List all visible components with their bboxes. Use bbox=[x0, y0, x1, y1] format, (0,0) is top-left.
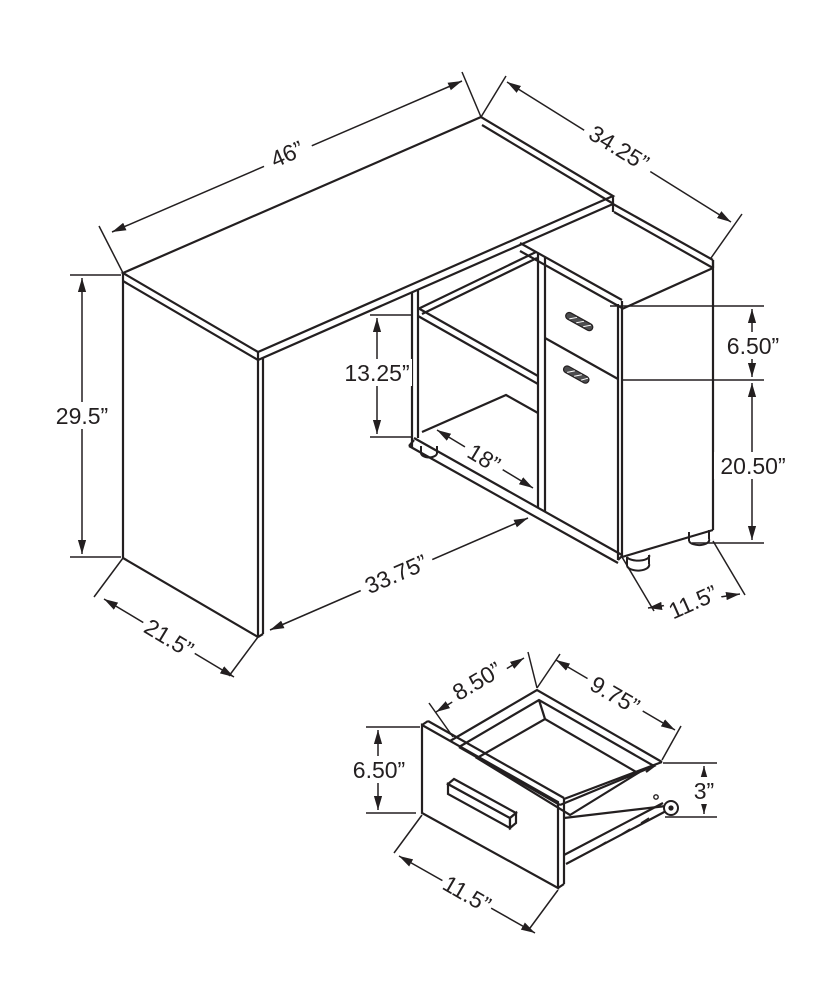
shelf-depth-label: 18” bbox=[463, 438, 505, 478]
dimension-cabinet-width bbox=[622, 541, 745, 625]
desk-top-length-label: 46” bbox=[266, 135, 308, 173]
cabinet-drawer-handle bbox=[564, 311, 594, 332]
dimension-base-length bbox=[270, 518, 528, 630]
cabinet-width-label: 11.5” bbox=[664, 579, 722, 625]
desk-left-panel bbox=[123, 281, 263, 637]
desk-height-label: 29.5” bbox=[55, 403, 109, 429]
cabinet bbox=[520, 204, 713, 560]
drawer-glide-height-label: 3” bbox=[693, 778, 715, 804]
dimension-desk-top-length bbox=[99, 72, 481, 273]
drawer-front-height-label: 6.50” bbox=[352, 757, 406, 783]
dimension-drawer-face-height bbox=[610, 306, 784, 380]
desk-top bbox=[123, 117, 613, 360]
drawer-detail-handle bbox=[448, 779, 516, 828]
drawer-slide-rail bbox=[564, 795, 678, 864]
cabinet-door-handle bbox=[562, 365, 590, 385]
door-face-height-label: 20.50” bbox=[720, 453, 786, 479]
shelf-opening-height-label: 13.25” bbox=[344, 360, 410, 386]
desk-figure bbox=[52, 72, 792, 677]
shelf-unit bbox=[409, 252, 622, 563]
desk-return-depth-label: 34.25” bbox=[584, 119, 654, 177]
drawer-inner-depth-label: 9.75” bbox=[585, 670, 645, 720]
desk-feet bbox=[421, 446, 709, 571]
dimension-door-face-height bbox=[692, 383, 792, 543]
drawer-front-width-label: 11.5” bbox=[438, 870, 496, 918]
drawer-detail-figure bbox=[348, 652, 719, 933]
dimension-drawer-inner-width bbox=[429, 652, 537, 737]
dimension-side-depth bbox=[94, 558, 258, 677]
dimension-drawer-front-height bbox=[348, 727, 420, 813]
drawer-inner-width-label: 8.50” bbox=[447, 656, 507, 706]
drawer-face-height-label: 6.50” bbox=[726, 333, 780, 359]
dimension-shelf-opening-height bbox=[342, 315, 413, 437]
rail-screw bbox=[654, 795, 658, 799]
dimension-desk-return-depth bbox=[481, 76, 742, 258]
base-length-label: 33.75” bbox=[360, 549, 432, 599]
dimension-drawer-inner-depth bbox=[537, 654, 681, 760]
dimension-desk-height bbox=[52, 275, 121, 557]
side-depth-label: 21.5” bbox=[139, 613, 199, 663]
